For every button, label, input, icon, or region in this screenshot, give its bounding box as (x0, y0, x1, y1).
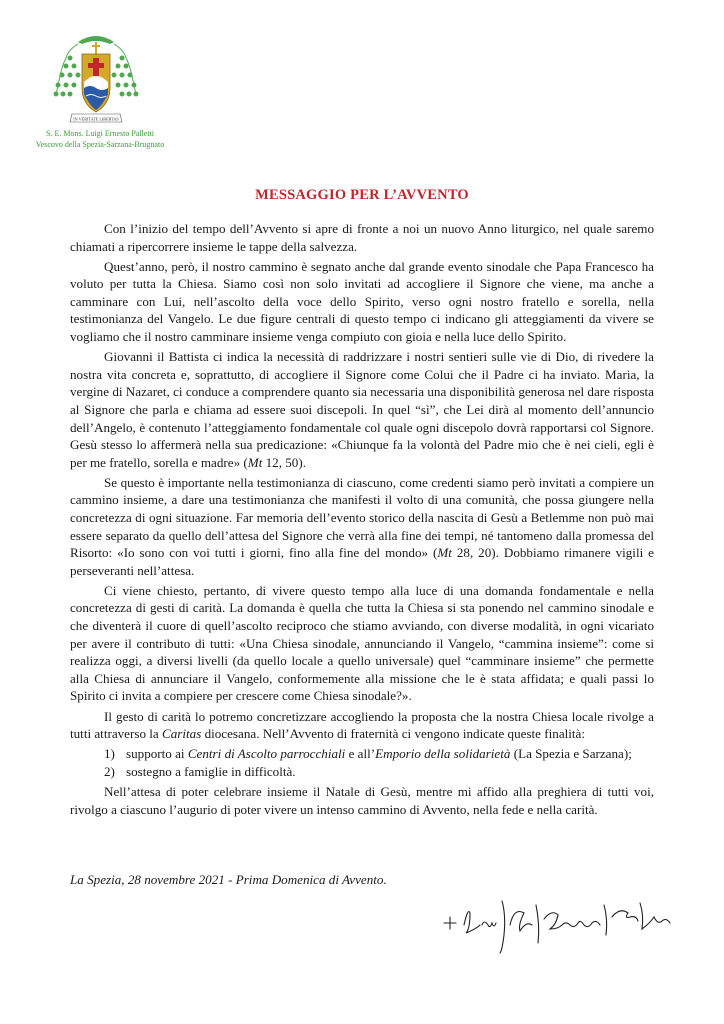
episcopal-coat-of-arms (48, 28, 144, 128)
sender-title: Vescovo della Spezia-Sarzana-Brugnato (35, 140, 165, 149)
place-date-signoff: La Spezia, 28 novembre 2021 - Prima Domenica di Avvento. (70, 872, 387, 887)
handwritten-signature (440, 895, 686, 955)
list-item: 1) supporto ai Centri di Ascolto parrocchiali e all’Emporio della solidarietà (La Spezia e Sarzana); (104, 746, 632, 762)
finalita-list (70, 745, 654, 780)
scripture-ref: Mt (437, 545, 452, 561)
paragraph-7: Nell’attesa di poter celebrare insieme il Natale di Gesù, mentre mi affido alla preghiera di tutti voi, rivolgo a ciascuno l’augurio di poter vivere un intenso cammino di Avvento, nella fede e nella carità. (70, 783, 654, 817)
paragraph-3: Giovanni il Battista ci indica la necessità di raddrizzare i nostri sentieri sulle vie di Dio, di rivedere la nostra vita concreta e, soprattutto, di accogliere il Signore come Colui che il Padre ci ha inviato. Maria, la vergine di Nazaret, ci conduce a comprendere quanto sia necessaria una disponibilità generosa nel dare risposta al Signore che parla e chiama ad essere suoi discepoli. In quel “sì”, che Lei dirà al momento dell’annuncio dell’Angelo, è contenuto l’atteggiamento fondamentale col quale ogni discepolo dovrà rapportarsi col Signore. Gesù stesso lo affermerà nella sua predicazione: «Chiunque fa la volontà del Padre mio che è nei cieli, egli è per me fratello, sorella e madre» (Mt 12, 50). (70, 349, 654, 470)
paragraph-1: Con l’inizio del tempo dell’Avvento si apre di fronte a noi un nuovo Anno liturgico, nel quale saremo chiamati a ripercorrere insieme le tappe della salvezza. (70, 221, 654, 254)
sender-block (20, 128, 180, 150)
tassels-left-icon (54, 44, 81, 97)
paragraph-2: Quest’anno, però, il nostro cammino è segnato anche dal grande evento sinodale che Papa Francesco ha voluto per tutta la Chiesa. Siamo così non solo invitati ad accogliere il Signore che viene, ma anche a camminare con Lui, nell’ascolto della voce dello Spirito, verso ogni nostro fratello e sorella, nella testimonianza del Vangelo. Le due figure centrali di questo tempo ci indicano gli atteggiamenti da vivere se vogliamo che il nostro camminare insieme venga compiuto con gioia e nella luce dello Spirito. (70, 258, 654, 345)
document-body (70, 220, 654, 821)
sender-name: S. E. Mons. Luigi Ernesto Palletti (46, 129, 154, 138)
svg-text:IN VERITATE LIBERTAS: IN VERITATE LIBERTAS (73, 116, 119, 122)
caritas-term: Caritas (162, 726, 202, 742)
paragraph-6: Il gesto di carità lo potremo concretizzare accogliendo la proposta che la nostra Chiesa locale rivolge a tutti attraverso la Caritas diocesana. Nell’Avvento di fraternità ci vengono indicate queste finalità: (70, 708, 654, 742)
paragraph-4: Se questo è importante nella testimonianza di ciascuno, come credenti siamo però invitati a compiere un cammino insieme, a dare una testimonianza che manifesti il volto di una comunità, che possa giungere nella concretezza di ogni situazione. Far memoria dell’evento storico della nascita di Gesù a Betlemme non può mai essere separato da quello dell’attesa del Signore che verrà alla fine dei tempi, né tantomeno dalla promessa del Risorto: «Io sono con voi tutti i giorni, fino alla fine del mondo» (Mt 28, 20). Dobbiamo rimanere vigili e perseveranti nell’attesa. (70, 474, 654, 578)
list-item: 2) sostegno a famiglie in difficoltà. (104, 763, 296, 779)
document-title: MESSAGGIO PER L’AVVENTO (255, 187, 469, 203)
paragraph-5: Ci viene chiesto, pertanto, di vivere questo tempo alla luce di una domanda fondamentale e nella concretezza di gesti di carità. La domanda è quella che tutta la Chiesa si sta ponendo nel cammino sinodale e che diventerà il cuore di quell’ascolto reciproco che stiamo avviando, con diverse modalità, in ogni vicariato per avere il contributo di tutti: «Una Chiesa sinodale, annunciando il Vangelo, “cammina insieme”: come si realizza oggi, a diversi livelli (da quello locale a quello universale) quel “camminare insieme” che permette alla Chiesa di annunciare il Vangelo, conformemente alla missione che le è stata affidata; e quali passi lo Spirito ci invita a compiere per crescere come Chiesa sinodale?». (70, 582, 654, 704)
scripture-ref: Mt (247, 454, 263, 470)
tassels-right-icon (112, 44, 139, 97)
